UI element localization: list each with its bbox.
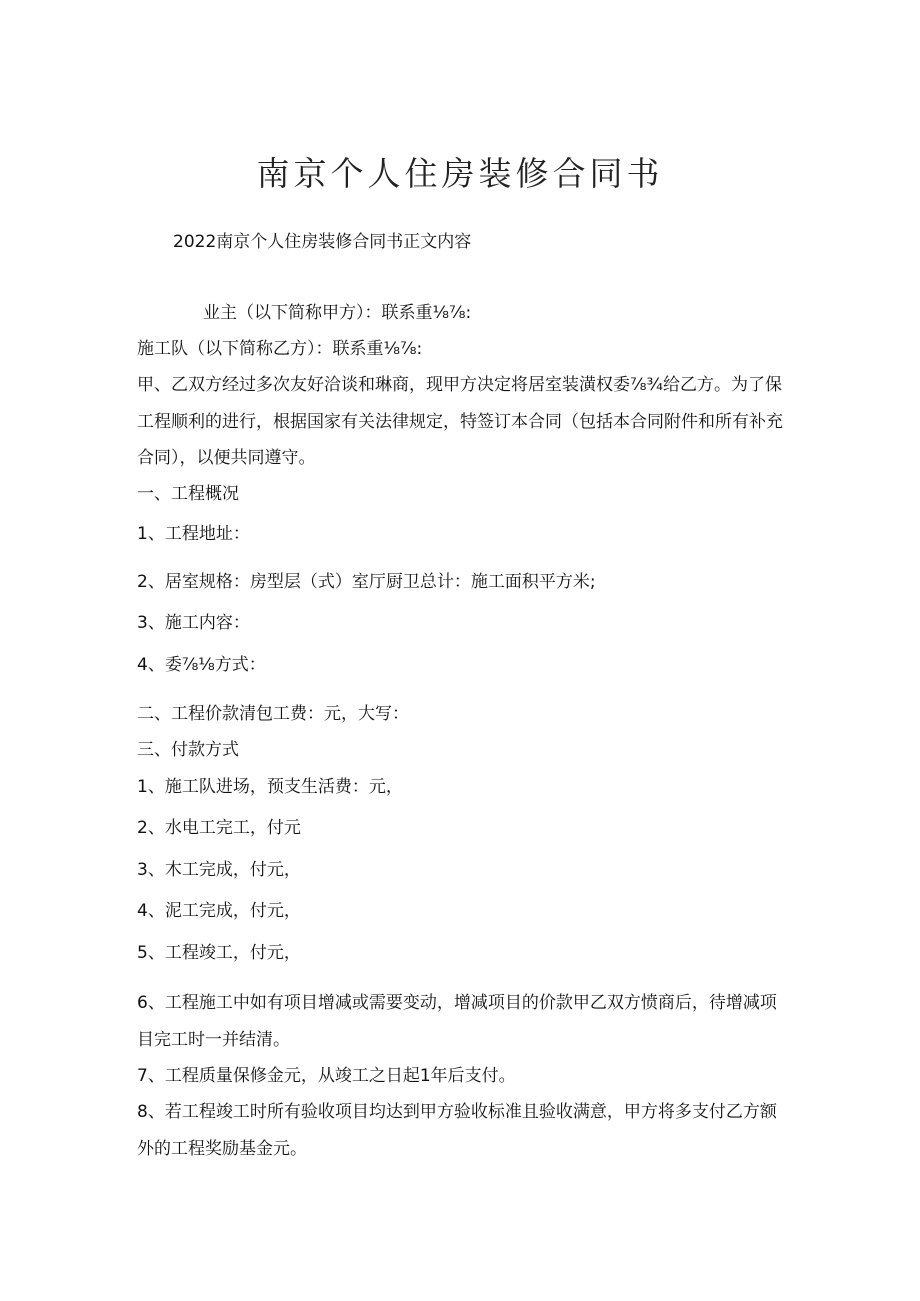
payment-line-continued: 外的工程奖励基金元。 [137, 1139, 307, 1159]
payment-line: 2、水电工完工，付元 [137, 818, 301, 838]
section-heading-1: 一、工程概况 [137, 484, 239, 504]
clause-line: 2、居室规格：房型层（式）室厅厨卫总计：施工面积平方米; [137, 572, 596, 592]
payment-line: 6、工程施工中如有项目增减或需要变动，增减项目的价款甲乙双方愤商后，待增减项 [137, 993, 777, 1013]
section-heading-3: 三、付款方式 [137, 740, 239, 760]
section-heading-2: 二、工程价款清包工费：元，大写： [137, 704, 409, 724]
intro-line-2: 工程顺利的进行，根据国家有关法律规定，特签订本合同（包括本合同附件和所有补充 [137, 412, 783, 432]
party-a-line: 业主（以下简称甲方）：联系重⅛⅞: [203, 303, 472, 323]
payment-line: 7、工程质量保修金元，从竣工之日起1年后支付。 [137, 1066, 516, 1086]
payment-line: 1、施工队进场，预支生活费：元， [137, 777, 403, 797]
payment-line: 3、木工完成，付元， [137, 860, 301, 880]
payment-line: 8、若工程竣工时所有验收项目均达到甲方验收标准且验收满意，甲方将多支付乙方额 [137, 1102, 777, 1122]
intro-line-1: 甲、乙双方经过多次友好洽谈和琳商，现甲方决定将居室装潢权委⅞¾给乙方。为了保 [137, 375, 782, 395]
clause-line: 1、工程地址： [137, 524, 250, 544]
document-title: 南京个人住房装修合同书 [256, 154, 664, 193]
clause-line: 3、施工内容： [137, 613, 250, 633]
document-subtitle: 2022南京个人住房装修合同书正文内容 [173, 232, 472, 252]
party-b-line: 施工队（以下简称乙方）：联系重⅛⅞: [137, 339, 423, 359]
clause-line: 4、委⅞⅛方式： [137, 655, 266, 675]
payment-line-continued: 目完工时一并结清。 [137, 1030, 290, 1050]
payment-line: 5、工程竣工，付元， [137, 943, 301, 963]
payment-line: 4、泥工完成，付元， [137, 901, 301, 921]
intro-line-3: 合同），以便共同遵守。 [137, 448, 316, 468]
